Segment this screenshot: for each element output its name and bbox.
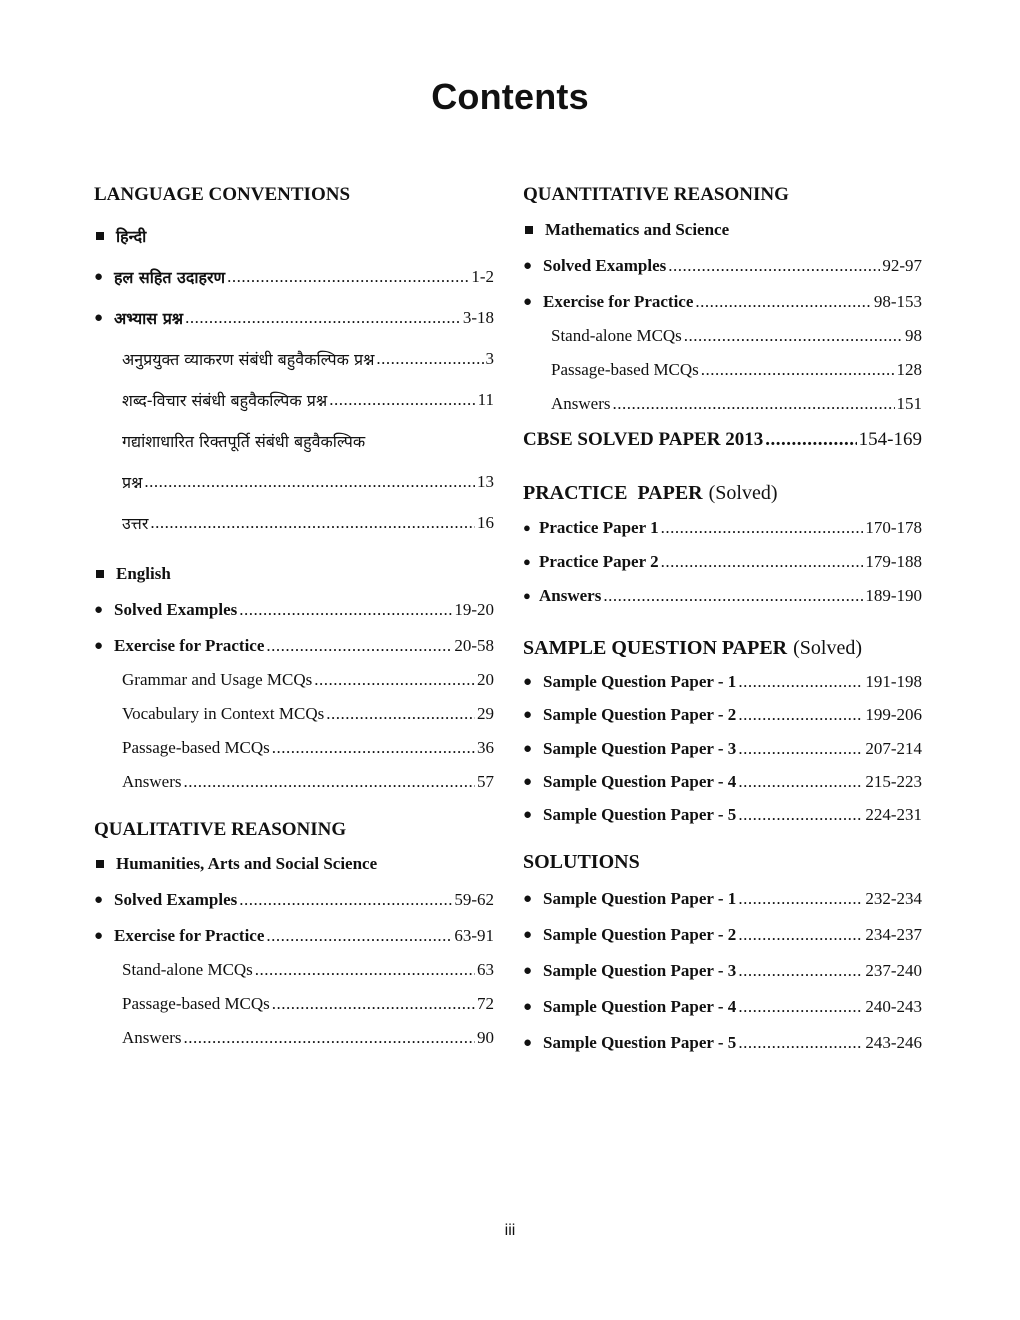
toc-entry-hindi-vocab[interactable]	[94, 386, 494, 414]
entry-page: 29	[477, 704, 494, 723]
leader-dots	[150, 513, 475, 533]
toc-entry-solution-1[interactable]	[523, 885, 922, 913]
heading-suffix: (Solved)	[793, 636, 862, 659]
toc-entry-cbse-2013[interactable]	[523, 426, 922, 454]
leader-dots	[661, 552, 864, 572]
entry-label: Solved Examples	[114, 890, 238, 909]
entry-page: 151	[896, 394, 922, 413]
entry-label: गद्यांशाधारित रिक्तपूर्ति संबंधी बहुवैकल्पिक	[122, 432, 366, 451]
leader-dots	[239, 890, 452, 910]
page-number: iii	[504, 1222, 516, 1239]
toc-entry-hindi-solved[interactable]	[94, 263, 494, 291]
bullet-icon: ●	[523, 806, 533, 823]
subhead-english	[94, 560, 494, 588]
entry-label: हल सहित उदाहरण	[114, 268, 226, 287]
entry-page: 20	[477, 670, 494, 689]
toc-entry-quant-passage[interactable]	[523, 356, 922, 384]
entry-page: 191-198	[865, 672, 922, 691]
entry-label: अनुप्रयुक्त व्याकरण संबंधी बहुवैकल्पिक प्रश्न	[122, 350, 375, 369]
leader-dots	[227, 267, 469, 287]
entry-page: 19-20	[454, 600, 494, 619]
bullet-icon: ●	[94, 268, 104, 285]
toc-entry-sample-1[interactable]	[523, 668, 922, 696]
entry-page: 207-214	[865, 739, 922, 758]
leader-dots	[668, 256, 880, 276]
bullet-icon: ●	[523, 998, 533, 1015]
toc-entry-english-practice[interactable]	[94, 632, 494, 660]
toc-entry-solution-2[interactable]	[523, 921, 922, 949]
entry-label: Solved Examples	[543, 256, 667, 275]
entry-page: 36	[477, 738, 494, 757]
toc-entry-quant-practice[interactable]	[523, 288, 922, 316]
leader-dots	[326, 704, 475, 724]
entry-label: Passage-based MCQs	[551, 360, 699, 379]
entry-label: Answers	[122, 772, 182, 791]
toc-entry-english-solved[interactable]	[94, 596, 494, 624]
leader-dots	[329, 390, 475, 410]
subhead-label: English	[116, 564, 171, 583]
entry-label: Passage-based MCQs	[122, 738, 270, 757]
toc-entry-qual-standalone[interactable]	[94, 956, 494, 984]
entry-label: Vocabulary in Context MCQs	[122, 704, 325, 723]
bullet-icon: ●	[523, 293, 533, 310]
toc-entry-english-answers[interactable]	[94, 768, 494, 796]
entry-label: Answers	[122, 1028, 182, 1047]
leader-dots	[738, 805, 863, 825]
leader-dots	[376, 349, 483, 369]
section-heading-quantitative: QUANTITATIVE REASONING	[523, 184, 789, 205]
leader-dots	[272, 738, 475, 758]
entry-page: 59-62	[454, 890, 494, 909]
entry-page: 170-178	[865, 518, 922, 537]
entry-page: 20-58	[454, 636, 494, 655]
toc-entry-hindi-passage-line1[interactable]	[94, 427, 494, 455]
entry-label: Sample Question Paper - 4	[543, 997, 737, 1016]
entry-page: 57	[477, 772, 494, 791]
leader-dots	[738, 925, 863, 945]
entry-page: 154-169	[858, 429, 922, 450]
entry-page: 92-97	[882, 256, 922, 275]
bullet-icon: ●	[523, 706, 533, 723]
entry-page: 215-223	[865, 772, 922, 791]
entry-label: Grammar and Usage MCQs	[122, 670, 313, 689]
toc-entry-solution-5[interactable]	[523, 1029, 922, 1057]
leader-dots	[695, 292, 871, 312]
toc-entry-sample-3[interactable]	[523, 735, 922, 763]
entry-page: 72	[477, 994, 494, 1013]
entry-label: Sample Question Paper - 1	[543, 672, 737, 691]
square-bullet-icon	[96, 860, 104, 868]
bullet-icon: ●	[523, 926, 533, 943]
square-bullet-icon	[96, 232, 104, 240]
entry-label: Exercise for Practice	[114, 926, 265, 945]
toc-entry-english-passage[interactable]	[94, 734, 494, 762]
entry-page: 240-243	[865, 997, 922, 1016]
leader-dots	[738, 997, 863, 1017]
heading-label: PRACTICE PAPER	[523, 481, 703, 504]
toc-entry-practice-1[interactable]	[523, 514, 922, 542]
entry-page: 189-190	[865, 586, 922, 605]
square-bullet-icon	[96, 570, 104, 578]
entry-label: Sample Question Paper - 2	[543, 705, 737, 724]
entry-label: Sample Question Paper - 5	[543, 805, 737, 824]
entry-page: 63	[477, 960, 494, 979]
leader-dots	[255, 960, 475, 980]
leader-dots	[185, 308, 461, 328]
bullet-icon: ●	[523, 1034, 533, 1051]
entry-label: उत्तर	[122, 514, 149, 533]
entry-label: Sample Question Paper - 3	[543, 739, 737, 758]
toc-entry-hindi-passage-line2[interactable]	[94, 468, 494, 496]
entry-label: CBSE SOLVED PAPER 2013	[523, 429, 764, 450]
toc-entry-solution-3[interactable]	[523, 957, 922, 985]
entry-page: 98-153	[873, 292, 922, 311]
leader-dots	[684, 326, 903, 346]
entry-label: Sample Question Paper - 1	[543, 889, 737, 908]
leader-dots	[184, 772, 476, 792]
bullet-icon: ●	[523, 588, 531, 603]
bullet-icon: ●	[523, 890, 533, 907]
toc-entry-solution-4[interactable]	[523, 993, 922, 1021]
leader-dots	[272, 994, 475, 1014]
bullet-icon: ●	[523, 520, 531, 535]
bullet-icon: ●	[523, 962, 533, 979]
toc-entry-qual-solved[interactable]	[94, 886, 494, 914]
entry-page: 179-188	[865, 552, 922, 571]
toc-entry-qual-practice[interactable]	[94, 922, 494, 950]
entry-page: 16	[477, 513, 494, 532]
toc-entry-practice-answers[interactable]	[523, 582, 922, 610]
bullet-icon: ●	[94, 601, 104, 618]
leader-dots	[738, 889, 863, 909]
leader-dots	[701, 360, 895, 380]
entry-label: Passage-based MCQs	[122, 994, 270, 1013]
subhead-label: Humanities, Arts and Social Science	[116, 854, 378, 873]
entry-label: Stand-alone MCQs	[551, 326, 682, 345]
bullet-icon: ●	[94, 891, 104, 908]
entry-label: Sample Question Paper - 2	[543, 925, 737, 944]
entry-label: Answers	[551, 394, 611, 413]
entry-label: Solved Examples	[114, 600, 238, 619]
entry-page: 98	[905, 326, 922, 345]
entry-label: Sample Question Paper - 4	[543, 772, 737, 791]
toc-entry-quant-answers[interactable]	[523, 390, 922, 418]
leader-dots	[765, 429, 856, 451]
leader-dots	[738, 705, 863, 725]
entry-label: Sample Question Paper - 5	[543, 1033, 737, 1052]
toc-entry-hindi-answers[interactable]	[94, 509, 494, 537]
toc-entry-sample-4[interactable]	[523, 768, 922, 796]
entry-page: 232-234	[865, 889, 922, 908]
entry-label: प्रश्न	[122, 473, 143, 492]
entry-page: 128	[896, 360, 922, 379]
toc-entry-qual-answers[interactable]	[94, 1024, 494, 1052]
subhead-hindi	[94, 222, 494, 250]
entry-label: Stand-alone MCQs	[122, 960, 253, 979]
bullet-icon: ●	[94, 927, 104, 944]
heading-suffix: (Solved)	[708, 481, 778, 504]
entry-label: Exercise for Practice	[114, 636, 265, 655]
toc-entry-sample-5[interactable]	[523, 801, 922, 829]
subhead-label: Mathematics and Science	[545, 220, 730, 239]
entry-label: Sample Question Paper - 3	[543, 961, 737, 980]
square-bullet-icon	[525, 226, 533, 234]
bullet-icon: ●	[523, 673, 533, 690]
leader-dots	[314, 670, 475, 690]
leader-dots	[661, 518, 864, 538]
entry-label: Practice Paper 2	[539, 552, 659, 571]
entry-page: 237-240	[865, 961, 922, 980]
entry-label: Answers	[539, 586, 602, 605]
leader-dots	[603, 586, 863, 606]
entry-label: Practice Paper 1	[539, 518, 659, 537]
entry-page: 224-231	[865, 805, 922, 824]
leader-dots	[738, 961, 863, 981]
leader-dots	[738, 672, 863, 692]
entry-page: 3-18	[462, 308, 494, 327]
bullet-icon: ●	[523, 740, 533, 757]
entry-page: 13	[477, 472, 494, 491]
toc-entry-sample-2[interactable]	[523, 701, 922, 729]
leader-dots	[239, 600, 452, 620]
subhead-label: हिन्दी	[116, 227, 147, 246]
entry-page: 234-237	[865, 925, 922, 944]
leader-dots	[738, 739, 863, 759]
subhead-humanities	[94, 850, 494, 878]
leader-dots	[266, 636, 452, 656]
subhead-math-science	[523, 216, 922, 244]
leader-dots	[144, 472, 475, 492]
entry-page: 199-206	[865, 705, 922, 724]
section-heading-practice-paper	[523, 479, 922, 507]
toc-entry-hindi-grammar[interactable]	[94, 345, 494, 373]
entry-label: अभ्यास प्रश्न	[114, 309, 184, 328]
heading-label: SAMPLE QUESTION PAPER	[523, 636, 788, 659]
entry-label: Exercise for Practice	[543, 292, 694, 311]
page-title: Contents	[431, 76, 589, 117]
entry-page: 1-2	[471, 267, 494, 286]
entry-label: शब्द-विचार संबंधी बहुवैकल्पिक प्रश्न	[122, 391, 328, 410]
toc-entry-quant-standalone[interactable]	[523, 322, 922, 350]
section-heading-sample-paper	[523, 634, 922, 662]
toc-entry-practice-2[interactable]	[523, 548, 922, 576]
toc-entry-english-grammar[interactable]	[94, 666, 494, 694]
entry-page: 11	[477, 390, 494, 409]
bullet-icon: ●	[94, 309, 104, 326]
section-heading-language-conventions: LANGUAGE CONVENTIONS	[94, 184, 351, 205]
entry-page: 63-91	[454, 926, 494, 945]
leader-dots	[613, 394, 895, 414]
toc-entry-english-vocab[interactable]	[94, 700, 494, 728]
bullet-icon: ●	[523, 554, 531, 569]
leader-dots	[184, 1028, 476, 1048]
leader-dots	[266, 926, 452, 946]
entry-page: 243-246	[865, 1033, 922, 1052]
bullet-icon: ●	[523, 773, 533, 790]
bullet-icon: ●	[523, 257, 533, 274]
entry-page: 3	[485, 349, 494, 368]
toc-entry-qual-passage[interactable]	[94, 990, 494, 1018]
leader-dots	[738, 1033, 863, 1053]
leader-dots	[738, 772, 863, 792]
section-heading-qualitative: QUALITATIVE REASONING	[94, 819, 347, 840]
entry-page: 90	[477, 1028, 494, 1047]
section-heading-solutions: SOLUTIONS	[523, 850, 640, 873]
toc-entry-hindi-practice[interactable]	[94, 304, 494, 332]
toc-entry-quant-solved[interactable]	[523, 252, 922, 280]
bullet-icon: ●	[94, 637, 104, 654]
